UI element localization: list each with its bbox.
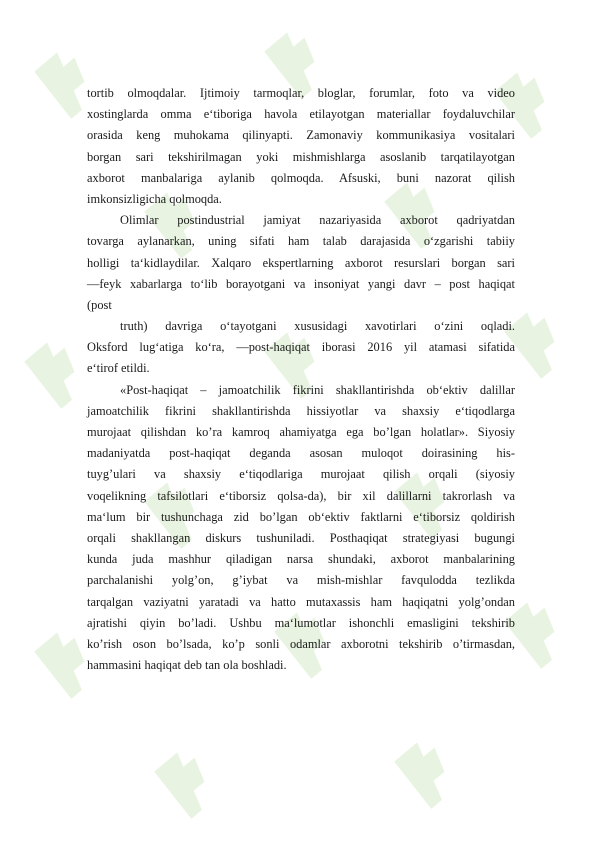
watermark-logo-icon: [140, 740, 230, 830]
text-line: madaniyatda post-haqiqat deganda asosan muloqot doirasining his-: [87, 446, 515, 461]
text-line: borgan sari tekshirilmagan yoki mishmishlarga asoslanib tarqatilayotgan: [87, 149, 515, 164]
text-line: Oksford lug‘atiga ko‘ra, —post-haqiqat iborasi 2016 yil atamasi sifatida: [87, 340, 515, 355]
text-line: jamoatchilik fikrini shakllantirishda hissiyotlar va shaxsiy e‘tiqodlarga: [87, 403, 515, 418]
text-line: holligi ta‘kidlaydilar. Xalqaro ekspertlarning axborot resurslari borgan sari: [87, 255, 515, 270]
text-line: imkonsizligicha qolmoqda.: [87, 191, 222, 206]
text-line: xostinglarda omma e‘tiboriga havola etilayotgan materiallar foydaluvchilar: [87, 107, 515, 122]
text-line: parchalanishi yolg’on, g’iybat va mish-mishlar favqulodda tezlikda: [87, 573, 515, 588]
text-line: murojaat qilishdan ko’ra kamroq ahamiyatga ega bo’lgan holatlar». Siyosiy: [87, 425, 515, 439]
text-line: «Post-haqiqat – jamoatchilik fikrini shakllantirishda ob‘ektiv dalillar: [120, 382, 515, 397]
text-line: orqali shakllangan diskurs tushuniladi. Posthaqiqat strategiyasi bugungi: [87, 530, 515, 545]
text-line: voqelikning tafsilotlari e‘tiborsiz qolsa-da), bir xil dalillarni takrorlash va: [87, 488, 515, 503]
paragraph-4: [87, 380, 515, 677]
text-line: axborot manbalariga aylanib qolmoqda. Afsuski, buni nazorat qilish: [87, 170, 515, 185]
text-line: truth) davriga o‘tayotgani xususidagi xavotirlari o‘zini oqladi.: [120, 319, 515, 334]
text-line: kunda juda mashhur qiladigan narsa shundaki, axborot manbalarining: [87, 552, 515, 567]
text-line: —feyk xabarlarga to‘lib borayotgani va insoniyat yangi davr – post haqiqat: [87, 276, 515, 291]
body-text: [87, 83, 515, 676]
text-line: ko’rish oson bo’lsada, ko’p sonli odamlar axborotni tekshirib o’tirmasdan,: [87, 636, 515, 651]
text-line: tortib olmoqdalar. Ijtimoiy tarmoqlar, bloglar, forumlar, foto va video: [87, 86, 515, 100]
text-line: tarqalgan vaziyatni yaratadi va hatto mutaxassis ham haqiqatni yolg’ondan: [87, 594, 515, 609]
text-line: tuyg’ulari va shaxsiy e‘tiqodlariga murojaat qilish orqali (siyosiy: [87, 467, 515, 482]
text-line: ajratishi qiyin bo’ladi. Ushbu ma‘lumotlar ishonchli emasligini tekshirib: [87, 615, 515, 630]
paragraph-3: [87, 316, 515, 380]
text-line: orasida keng muhokama qilinyapti. Zamonaviy kommunikasiya vositalari: [87, 128, 515, 143]
text-line: tovarga aylanarkan, uning sifati ham talab darajasida o‘zgarishi tabiiy: [87, 234, 515, 249]
text-line: Olimlar postindustrial jamiyat nazariyasida axborot qadriyatdan: [120, 213, 515, 228]
paragraph-1: [87, 83, 515, 210]
text-line: ma‘lum bir tushunchaga zid bo’lgan ob‘ektiv faktlarni e‘tiborsiz qoldirish: [87, 509, 515, 524]
text-line: (post: [87, 297, 112, 312]
text-line: hammasini haqiqat deb tan ola boshladi.: [87, 658, 287, 673]
text-line: e‘tirof etildi.: [87, 361, 150, 376]
watermark-logo-icon: [380, 730, 470, 820]
paragraph-2: [87, 210, 515, 316]
